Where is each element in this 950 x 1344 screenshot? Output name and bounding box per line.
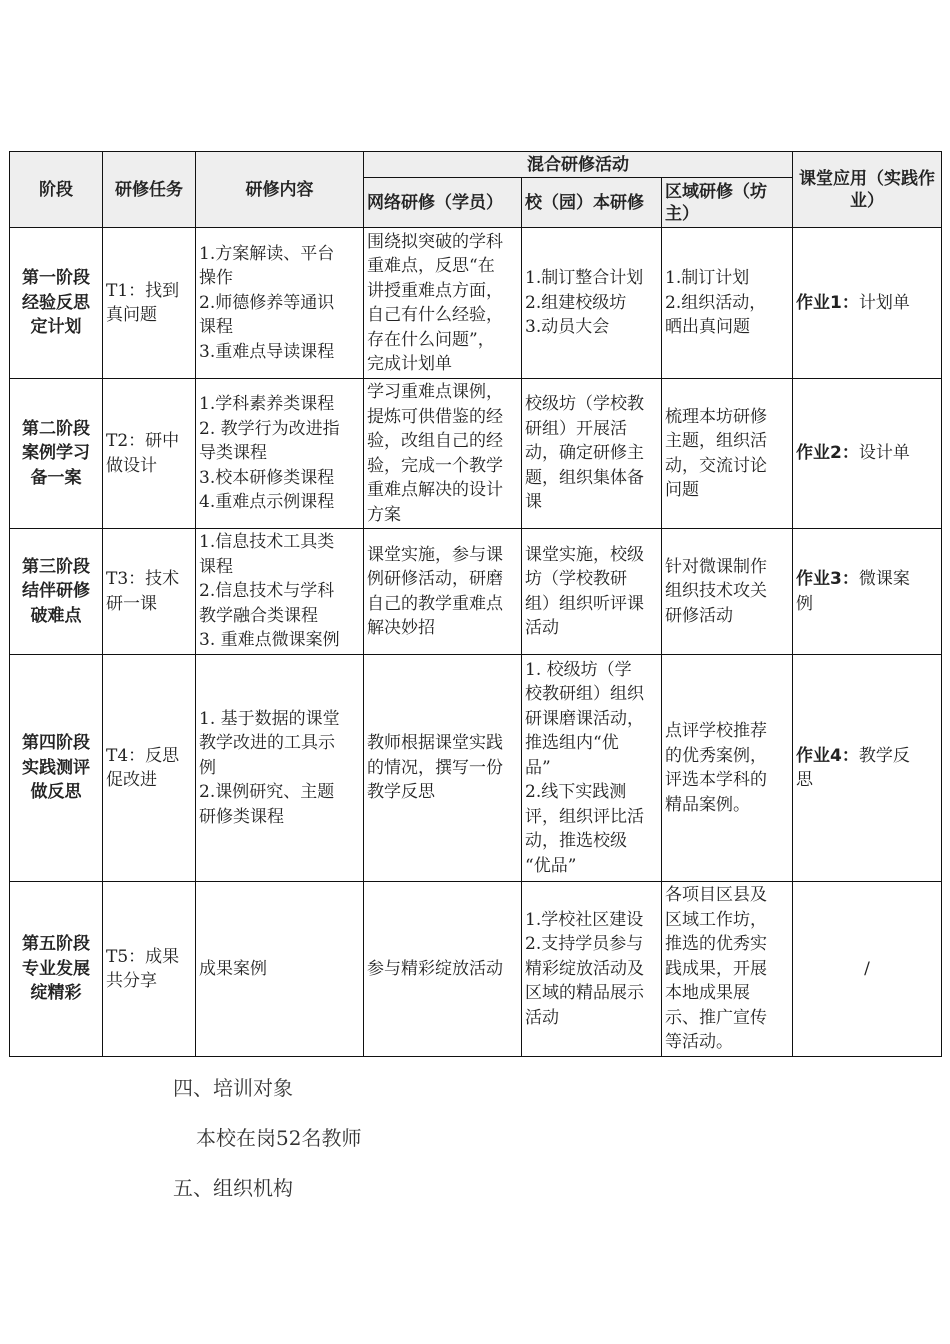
homework-label: 作业4： [796,745,859,766]
header-school: 校（园）本研修 [522,178,662,228]
online-cell: 课堂实施，参与课 例研修活动，研磨 自己的教学重难点 解决妙招 [364,529,522,655]
task-cell: T2：研中 做设计 [103,379,196,529]
stage-cell: 第三阶段 结伴研修 破难点 [10,529,103,655]
homework-text: 教学反 思 [796,745,910,790]
homework-label: 作业1： [796,292,859,313]
homework-cell [793,882,942,1057]
table-row [10,882,942,1057]
header-online: 网络研修（学员） [364,178,522,228]
table-row [10,655,942,882]
task-cell: T3：技术 研一课 [103,529,196,655]
header-classroom: 课堂应用（实践作业） [793,152,942,228]
content-cell: 1.信息技术工具类 课程 2.信息技术与学科 教学融合类课程 3. 重难点微课案例 [196,529,364,655]
homework-cell [793,655,942,882]
header-content: 研修内容 [196,152,364,228]
stage-cell: 第二阶段 案例学习 备一案 [10,379,103,529]
region-cell: 各项目区县及 区域工作坊， 推选的优秀实 践成果，开展 本地成果展 示、推广宣传 等活动。 [662,882,793,1057]
region-cell: 梳理本坊研修 主题，组织活 动，交流讨论 问题 [662,379,793,529]
homework-label: 作业3： [796,569,859,589]
region-cell: 1.制订计划 2.组织活动， 晒出真问题 [662,228,793,379]
school-cell: 课堂实施，校级 坊（学校教研 组）组织听评课 活动 [522,529,662,655]
online-cell: 围绕拟突破的学科 重难点，反思“在 讲授重难点方面， 自己有什么经验， 存在什么问题”， 完成计划单 [364,228,522,379]
table-row [10,379,942,529]
homework-label: 作业2： [796,443,859,464]
homework-cell [793,379,942,529]
content-cell: 1. 基于数据的课堂 教学改进的工具示 例 2.课例研究、主题 研修类课程 [196,655,364,882]
homework-text: / [864,958,870,979]
homework-text: 计划单 [858,292,910,313]
stage-cell: 第四阶段 实践测评 做反思 [10,655,103,882]
content-cell: 1.方案解读、平台 操作 2.师德修养等通识 课程 3.重难点导读课程 [196,228,364,379]
school-cell: 1.学校社区建设 2.支持学员参与 精彩绽放活动及 区域的精品展示 活动 [522,882,662,1057]
task-cell: T4：反思 促改进 [103,655,196,882]
homework-text: 设计单 [858,443,910,464]
header-stage: 阶段 [10,152,103,228]
task-cell: T1：找到 真问题 [103,228,196,379]
online-cell: 学习重难点课例， 提炼可供借鉴的经 验，改组自己的经 验，完成一个教学 重难点解决的设计 方案 [364,379,522,529]
stage-cell: 第一阶段 经验反思 定计划 [10,228,103,379]
header-region: 区域研修（坊主） [662,178,793,228]
region-cell: 点评学校推荐 的优秀案例， 评选本学科的 精品案例。 [662,655,793,882]
homework-cell [793,228,942,379]
training-plan-table [9,151,942,1057]
table-row [10,228,942,379]
stage-cell: 第五阶段 专业发展 绽精彩 [10,882,103,1057]
region-cell: 针对微课制作 组织技术攻关 研修活动 [662,529,793,655]
header-mixed-activities: 混合研修活动 [364,152,793,178]
section-4-body: 本校在岗52名教师 [196,1126,362,1150]
task-cell: T5：成果 共分享 [103,882,196,1057]
content-cell: 1.学科素养类课程 2. 教学行为改进指 导类课程 3.校本研修类课程 4.重难点示例课程 [196,379,364,529]
school-cell: 1. 校级坊（学 校教研组）组织 研课磨课活动， 推选组内“优 品” 2.线下实践测 评，组织评比活 动，推选校级 “优品” [522,655,662,882]
school-cell: 校级坊（学校教 研组）开展活 动，确定研修主 题，组织集体备 课 [522,379,662,529]
homework-cell [793,529,942,655]
school-cell: 1.制订整合计划 2.组建校级坊 3.动员大会 [522,228,662,379]
homework-text: 微课案 例 [796,569,910,614]
header-task: 研修任务 [103,152,196,228]
table-row [10,529,942,655]
online-cell: 参与精彩绽放活动 [364,882,522,1057]
content-cell: 成果案例 [196,882,364,1057]
section-4-heading: 四、培训对象 [173,1076,293,1100]
section-5-heading: 五、组织机构 [173,1176,293,1200]
online-cell: 教师根据课堂实践 的情况，撰写一份 教学反思 [364,655,522,882]
